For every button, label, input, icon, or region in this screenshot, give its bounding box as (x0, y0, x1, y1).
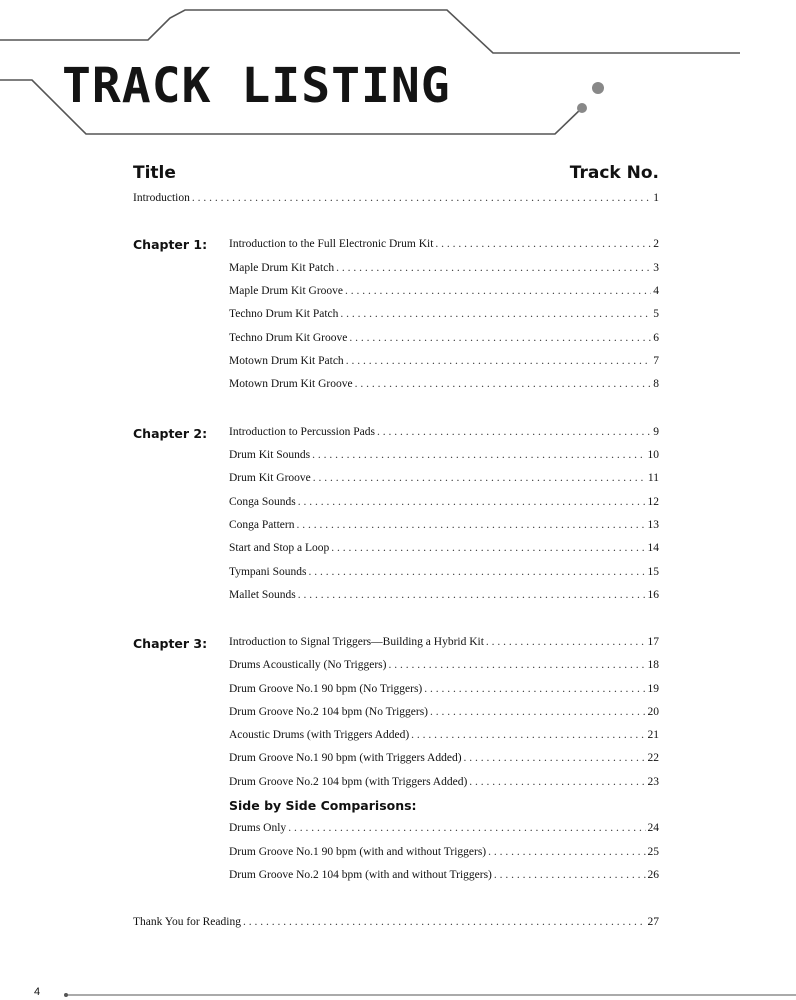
page-title: TRACK LISTING (62, 58, 451, 114)
side-by-side-subheading: Side by Side Comparisons: (229, 798, 417, 813)
list-item (229, 706, 659, 722)
dot-leader (488, 846, 645, 858)
list-item (229, 426, 659, 442)
list-item (229, 262, 659, 278)
list-item (229, 659, 659, 675)
dot-leader (312, 449, 645, 461)
track-title: Drum Groove No.1 90 bpm (with and without Triggers) (229, 846, 487, 858)
list-item (229, 449, 659, 465)
track-title: Acoustic Drums (with Triggers Added) (229, 729, 410, 741)
list-item (229, 729, 659, 745)
track-number: 12 (647, 496, 659, 508)
track-title: Start and Stop a Loop (229, 542, 330, 554)
dot-leader (355, 378, 652, 390)
dot-leader (464, 752, 646, 764)
track-number: 24 (647, 822, 659, 834)
list-item (229, 869, 659, 885)
list-item (229, 519, 659, 535)
list-item (229, 285, 659, 301)
list-item (229, 846, 659, 862)
track-title: Maple Drum Kit Patch (229, 262, 335, 274)
list-item (229, 332, 659, 348)
dot-leader (192, 192, 651, 204)
track-number: 22 (647, 752, 659, 764)
dot-leader (377, 426, 651, 438)
track-title: Drum Groove No.1 90 bpm (No Triggers) (229, 683, 423, 695)
track-number: 18 (647, 659, 659, 671)
dot-leader (345, 285, 651, 297)
dot-leader (349, 332, 651, 344)
track-title: Introduction to the Full Electronic Drum Kit (229, 238, 434, 250)
list-item (229, 308, 659, 324)
dot-leader (346, 355, 652, 367)
list-item (229, 683, 659, 699)
dot-leader (298, 496, 646, 508)
track-number: 4 (653, 285, 659, 297)
chapter-2-label: Chapter 2: (133, 426, 208, 441)
column-head-title: Title (133, 163, 176, 183)
footer-rule (58, 985, 796, 999)
track-title: Motown Drum Kit Patch (229, 355, 344, 367)
track-number: 16 (647, 589, 659, 601)
track-title: Drum Kit Groove (229, 472, 311, 484)
track-title: Introduction to Percussion Pads (229, 426, 375, 438)
list-item (229, 589, 659, 605)
list-item (229, 355, 659, 371)
track-number: 15 (647, 566, 659, 578)
track-number: 11 (647, 472, 659, 484)
dot-leader (424, 683, 645, 695)
track-number: 7 (653, 355, 659, 367)
list-item (229, 378, 659, 394)
track-number: 26 (647, 869, 659, 881)
track-number: 8 (653, 378, 659, 390)
dot-leader (388, 659, 645, 671)
list-item (229, 566, 659, 582)
track-number: 13 (647, 519, 659, 531)
track-title: Conga Pattern (229, 519, 295, 531)
list-item (229, 822, 659, 838)
track-title: Mallet Sounds (229, 589, 296, 601)
track-title: Introduction (133, 192, 190, 204)
list-item (229, 496, 659, 512)
track-number: 1 (653, 192, 659, 204)
track-title: Drum Kit Sounds (229, 449, 311, 461)
column-head-track-no: Track No. (569, 163, 659, 183)
dot-leader (298, 589, 646, 601)
track-number: 9 (653, 426, 659, 438)
dot-leader (313, 472, 646, 484)
track-title: Introduction to Signal Triggers—Building a Hybrid Kit (229, 636, 484, 648)
track-number: 3 (653, 262, 659, 274)
track-number: 19 (647, 683, 659, 695)
dot-leader (340, 308, 651, 320)
dot-leader (331, 542, 645, 554)
track-number: 27 (647, 916, 659, 928)
track-number: 21 (647, 729, 659, 741)
track-number: 5 (653, 308, 659, 320)
chapter-3-label: Chapter 3: (133, 636, 208, 651)
dot-leader (486, 636, 646, 648)
track-number: 10 (647, 449, 659, 461)
track-number: 17 (647, 636, 659, 648)
track-title: Drum Groove No.1 90 bpm (with Triggers Added) (229, 752, 462, 764)
track-number: 20 (647, 706, 659, 718)
dot-leader (243, 916, 646, 928)
track-title: Maple Drum Kit Groove (229, 285, 344, 297)
track-title: Thank You for Reading (133, 916, 241, 928)
track-title: Drums Only (229, 822, 287, 834)
track-title: Drum Groove No.2 104 bpm (with and without Triggers) (229, 869, 492, 881)
dot-leader (469, 776, 645, 788)
list-item (229, 542, 659, 558)
dot-leader (288, 822, 645, 834)
dot-leader (430, 706, 645, 718)
dot-leader (435, 238, 651, 250)
dot-leader (296, 519, 645, 531)
track-number: 2 (653, 238, 659, 250)
track-title: Motown Drum Kit Groove (229, 378, 353, 390)
track-title: Tympani Sounds (229, 566, 307, 578)
dot-leader (308, 566, 645, 578)
track-title: Techno Drum Kit Patch (229, 308, 339, 320)
track-number: 25 (647, 846, 659, 858)
list-item (229, 752, 659, 768)
list-item (229, 636, 659, 652)
track-number: 14 (647, 542, 659, 554)
page-number: 4 (34, 986, 41, 998)
track-title: Drum Groove No.2 104 bpm (No Triggers) (229, 706, 429, 718)
list-item-introduction (133, 192, 659, 208)
dot-leader (336, 262, 651, 274)
track-number: 6 (653, 332, 659, 344)
chapter-1-label: Chapter 1: (133, 237, 208, 252)
track-title: Drums Acoustically (No Triggers) (229, 659, 387, 671)
track-title: Drum Groove No.2 104 bpm (with Triggers Added) (229, 776, 468, 788)
dot-leader (494, 869, 646, 881)
list-item-thank-you (133, 916, 659, 932)
list-item (229, 776, 659, 792)
track-title: Conga Sounds (229, 496, 296, 508)
dot-leader (411, 729, 645, 741)
track-title: Techno Drum Kit Groove (229, 332, 348, 344)
list-item (229, 238, 659, 254)
list-item (229, 472, 659, 488)
track-number: 23 (647, 776, 659, 788)
